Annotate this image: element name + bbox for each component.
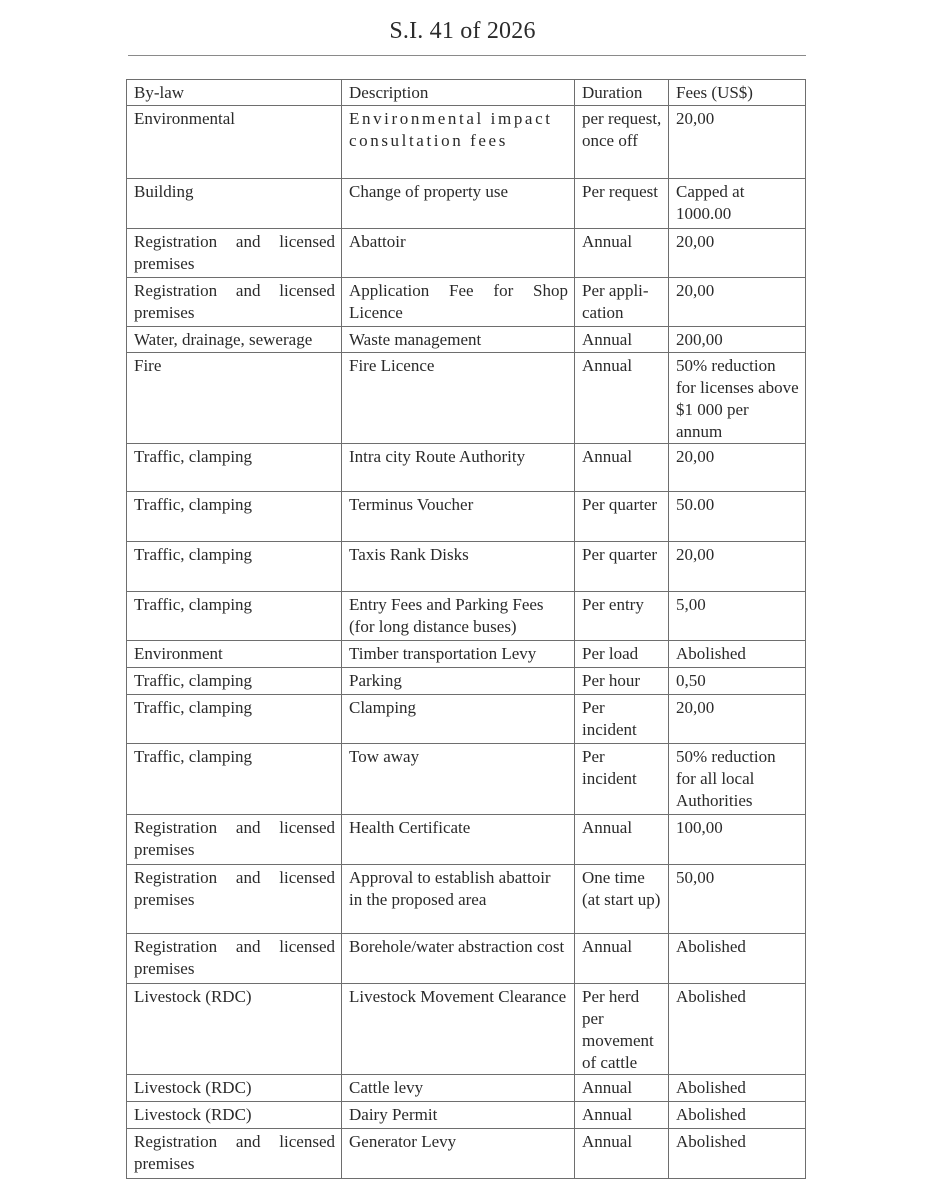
cell-description: Approval to establish abattoir in the proposed area bbox=[342, 865, 575, 934]
cell-fees: 20,00 bbox=[669, 542, 806, 592]
cell-duration: Per incident bbox=[575, 744, 669, 815]
cell-description: Dairy Permit bbox=[342, 1102, 575, 1129]
cell-bylaw: Traffic, clamping bbox=[127, 744, 342, 815]
cell-description: Fire Licence bbox=[342, 353, 575, 444]
cell-duration: per request, once off bbox=[575, 106, 669, 179]
table-row bbox=[127, 744, 806, 815]
cell-duration: One time (at start up) bbox=[575, 865, 669, 934]
cell-bylaw: Registration and licensed premises bbox=[127, 1129, 342, 1179]
table-row bbox=[127, 865, 806, 934]
table-row bbox=[127, 695, 806, 744]
cell-fees: 20,00 bbox=[669, 229, 806, 278]
header-divider bbox=[128, 55, 806, 56]
cell-bylaw: Traffic, clamping bbox=[127, 492, 342, 542]
table-row bbox=[127, 668, 806, 695]
cell-description: Parking bbox=[342, 668, 575, 695]
cell-bylaw: Livestock (RDC) bbox=[127, 1102, 342, 1129]
cell-fees: 100,00 bbox=[669, 815, 806, 865]
cell-description: Waste management bbox=[342, 327, 575, 353]
cell-duration: Annual bbox=[575, 1075, 669, 1102]
cell-bylaw: Traffic, clamping bbox=[127, 542, 342, 592]
cell-fees: 20,00 bbox=[669, 278, 806, 327]
cell-duration: Per quarter bbox=[575, 492, 669, 542]
cell-bylaw: Building bbox=[127, 179, 342, 229]
cell-duration: Per quarter bbox=[575, 542, 669, 592]
cell-duration: Annual bbox=[575, 1129, 669, 1179]
cell-duration: Per hour bbox=[575, 668, 669, 695]
cell-bylaw: Registration and licensed premises bbox=[127, 229, 342, 278]
table-row bbox=[127, 934, 806, 984]
table-row bbox=[127, 353, 806, 444]
cell-fees: 200,00 bbox=[669, 327, 806, 353]
cell-bylaw: Environment bbox=[127, 641, 342, 668]
cell-bylaw: Livestock (RDC) bbox=[127, 1075, 342, 1102]
cell-description: Health Certificate bbox=[342, 815, 575, 865]
cell-fees: 50.00 bbox=[669, 492, 806, 542]
table-row bbox=[127, 278, 806, 327]
cell-duration: Per appli-cation bbox=[575, 278, 669, 327]
cell-fees: 50% reduction for all local Authorities bbox=[669, 744, 806, 815]
table-row bbox=[127, 1129, 806, 1179]
cell-duration: Annual bbox=[575, 327, 669, 353]
cell-description: Borehole/water abstraction cost bbox=[342, 934, 575, 984]
cell-bylaw: Registration and licensed premises bbox=[127, 934, 342, 984]
cell-description: Generator Levy bbox=[342, 1129, 575, 1179]
fees-table bbox=[126, 79, 806, 1179]
table-row bbox=[127, 444, 806, 492]
cell-description: Application Fee for Shop Licence bbox=[342, 278, 575, 327]
table-row bbox=[127, 1075, 806, 1102]
column-header-fees: Fees (US$) bbox=[669, 80, 806, 106]
cell-duration: Per entry bbox=[575, 592, 669, 641]
cell-duration: Per herd per movement of cattle bbox=[575, 984, 669, 1075]
cell-fees: 5,00 bbox=[669, 592, 806, 641]
cell-bylaw: Livestock (RDC) bbox=[127, 984, 342, 1075]
cell-fees: Abolished bbox=[669, 1102, 806, 1129]
cell-description: Terminus Voucher bbox=[342, 492, 575, 542]
table-row bbox=[127, 815, 806, 865]
cell-bylaw: Traffic, clamping bbox=[127, 444, 342, 492]
cell-bylaw: Registration and licensed premises bbox=[127, 865, 342, 934]
cell-duration: Annual bbox=[575, 1102, 669, 1129]
table-row bbox=[127, 179, 806, 229]
cell-duration: Per request bbox=[575, 179, 669, 229]
table-row bbox=[127, 106, 806, 179]
table-row bbox=[127, 641, 806, 668]
cell-description: Intra city Route Authority bbox=[342, 444, 575, 492]
cell-description: Tow away bbox=[342, 744, 575, 815]
column-header-duration: Duration bbox=[575, 80, 669, 106]
cell-duration: Per incident bbox=[575, 695, 669, 744]
cell-fees: Abolished bbox=[669, 1075, 806, 1102]
cell-duration: Annual bbox=[575, 229, 669, 278]
cell-bylaw: Registration and licensed premises bbox=[127, 278, 342, 327]
table-row bbox=[127, 542, 806, 592]
table-row bbox=[127, 492, 806, 542]
cell-duration: Annual bbox=[575, 815, 669, 865]
cell-description: Livestock Movement Clearance bbox=[342, 984, 575, 1075]
cell-duration: Annual bbox=[575, 934, 669, 984]
cell-duration: Annual bbox=[575, 444, 669, 492]
cell-fees: 20,00 bbox=[669, 444, 806, 492]
cell-description: Entry Fees and Parking Fees (for long distance buses) bbox=[342, 592, 575, 641]
cell-bylaw: Traffic, clamping bbox=[127, 592, 342, 641]
cell-description: Abattoir bbox=[342, 229, 575, 278]
cell-description: Change of property use bbox=[342, 179, 575, 229]
table-row bbox=[127, 592, 806, 641]
cell-bylaw: Fire bbox=[127, 353, 342, 444]
cell-bylaw: Traffic, clamping bbox=[127, 695, 342, 744]
table-row bbox=[127, 1102, 806, 1129]
cell-bylaw: Traffic, clamping bbox=[127, 668, 342, 695]
cell-fees: 50,00 bbox=[669, 865, 806, 934]
cell-description: Environmental impact consultation fees bbox=[342, 106, 575, 179]
cell-bylaw: Water, drainage, sewerage bbox=[127, 327, 342, 353]
column-header-description: Description bbox=[342, 80, 575, 106]
cell-fees: Abolished bbox=[669, 984, 806, 1075]
table-row bbox=[127, 327, 806, 353]
cell-description: Cattle levy bbox=[342, 1075, 575, 1102]
page-title: S.I. 41 of 2026 bbox=[389, 18, 536, 44]
table-row bbox=[127, 229, 806, 278]
cell-fees: 20,00 bbox=[669, 106, 806, 179]
cell-bylaw: Registration and licensed premises bbox=[127, 815, 342, 865]
cell-fees: Abolished bbox=[669, 934, 806, 984]
cell-fees: 20,00 bbox=[669, 695, 806, 744]
table-header-row bbox=[127, 80, 806, 106]
cell-description: Clamping bbox=[342, 695, 575, 744]
cell-fees: Capped at 1000.00 bbox=[669, 179, 806, 229]
cell-duration: Per load bbox=[575, 641, 669, 668]
cell-fees: 0,50 bbox=[669, 668, 806, 695]
cell-fees: 50% reduction for licenses above $1 000 per annum bbox=[669, 353, 806, 444]
cell-bylaw: Environmental bbox=[127, 106, 342, 179]
cell-fees: Abolished bbox=[669, 1129, 806, 1179]
column-header-bylaw: By-law bbox=[127, 80, 342, 106]
table-row bbox=[127, 984, 806, 1075]
cell-fees: Abolished bbox=[669, 641, 806, 668]
cell-description: Taxis Rank Disks bbox=[342, 542, 575, 592]
cell-description: Timber transportation Levy bbox=[342, 641, 575, 668]
cell-duration: Annual bbox=[575, 353, 669, 444]
